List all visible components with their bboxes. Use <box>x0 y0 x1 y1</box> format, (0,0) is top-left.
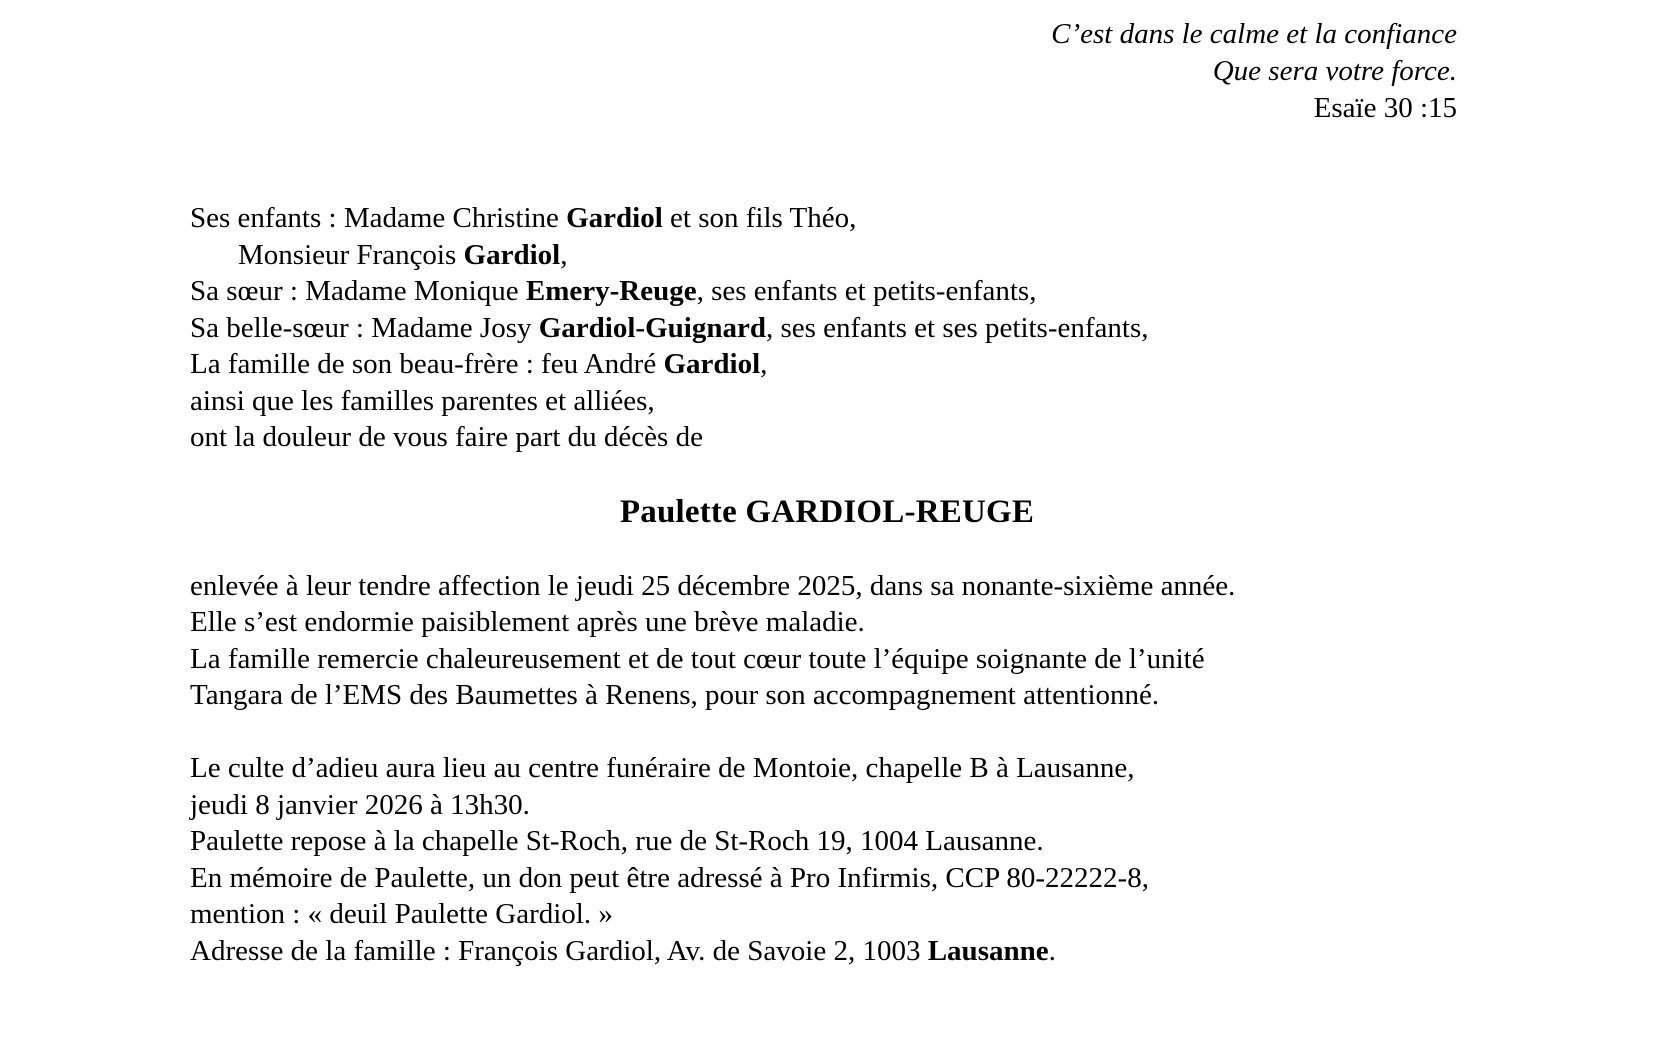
family-list <box>190 200 1464 456</box>
text-line: mention : « deuil Paulette Gardiol. » <box>190 898 613 930</box>
text-line: Adresse de la famille : François Gardiol, Av. de Savoie 2, 1003 Lausanne. <box>190 934 1056 967</box>
notice-body <box>190 200 1464 969</box>
text-line: Ses enfants : Madame Christine Gardiol et son fils Théo, <box>190 202 857 234</box>
text-line: Le culte d’adieu aura lieu au centre funéraire de Montoie, chapelle B à Lausanne, <box>190 752 1135 784</box>
text-line: Esaïe 30 :15 <box>1313 92 1457 124</box>
text-line: Sa belle-sœur : Madame Josy Gardiol-Guignard, ses enfants et ses petits-enfants, <box>190 311 1149 344</box>
text-line: Paulette repose à la chapelle St-Roch, rue de St-Roch 19, 1004 Lausanne. <box>190 825 1044 857</box>
text-line: La famille de son beau-frère : feu André Gardiol, <box>190 348 768 380</box>
deceased-name-heading: Paulette GARDIOL-REUGE <box>619 493 1035 530</box>
text-line: jeudi 8 janvier 2026 à 13h30. <box>190 788 530 821</box>
text-line: ont la douleur de vous faire part du décès de <box>190 421 703 453</box>
text-line: Monsieur François Gardiol, <box>238 238 568 271</box>
bible-epigraph <box>1051 16 1457 127</box>
death-announcement-paragraph <box>190 568 1464 714</box>
text-line: Sa sœur : Madame Monique Emery-Reuge, ses enfants et petits-enfants, <box>190 275 1037 307</box>
text-line: Elle s’est endormie paisiblement après une brève maladie. <box>190 606 865 638</box>
text-line: Que sera votre force. <box>1212 55 1457 87</box>
text-line: ainsi que les familles parentes et alliées, <box>190 384 655 417</box>
ceremony-details-paragraph <box>190 750 1464 969</box>
text-line: Tangara de l’EMS des Baumettes à Renens, pour son accompagnement attentionné. <box>190 679 1160 711</box>
text-line: En mémoire de Paulette, un don peut être adressé à Pro Infirmis, CCP 80-22222-8, <box>190 861 1149 894</box>
text-line: C’est dans le calme et la confiance <box>1051 18 1457 50</box>
text-line: La famille remercie chaleureusement et de tout cœur toute l’équipe soignante de l’unité <box>190 642 1205 675</box>
text-line: enlevée à leur tendre affection le jeudi 25 décembre 2025, dans sa nonante-sixième année. <box>190 569 1236 602</box>
